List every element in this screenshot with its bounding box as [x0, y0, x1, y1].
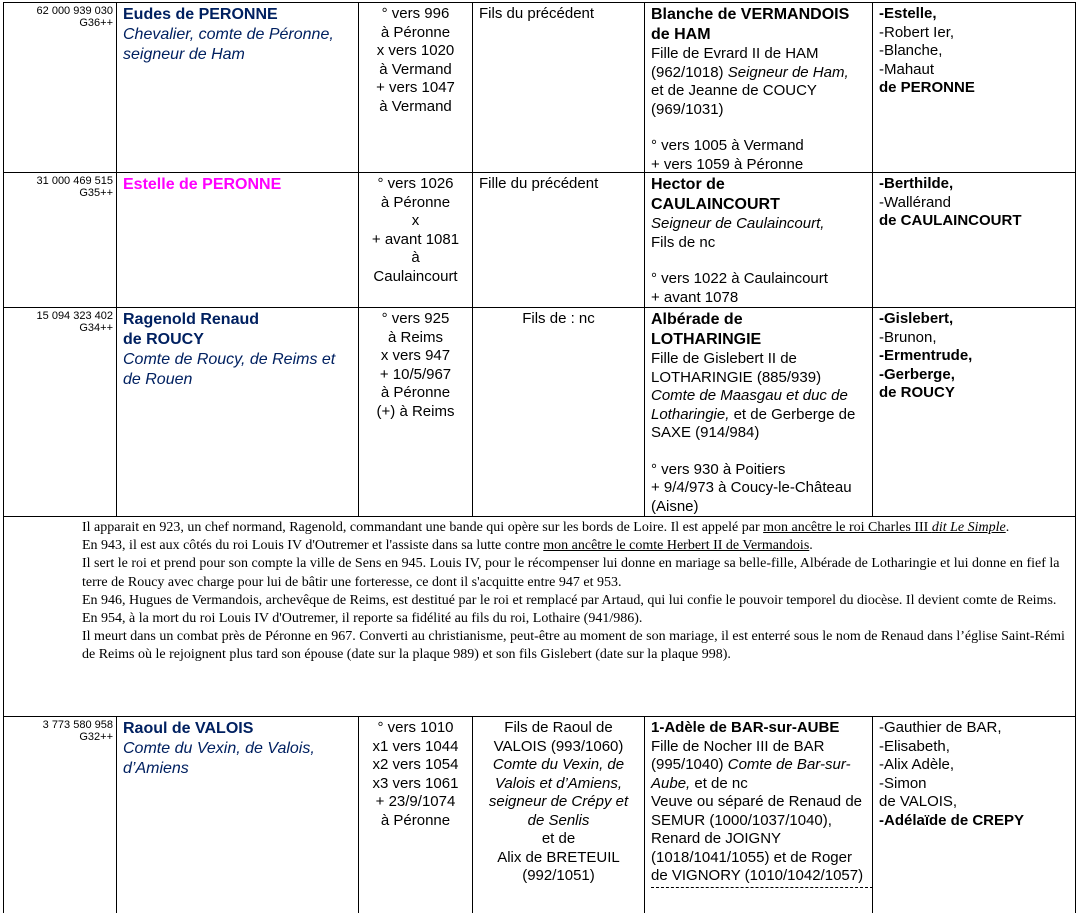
- person-cell: [117, 173, 359, 307]
- children-cell: [873, 308, 1076, 516]
- child-family: de CAULAINCOURT: [879, 212, 1022, 229]
- table-row: [3, 308, 1076, 516]
- parent-text: et de: [541, 830, 576, 847]
- sosa-cell: [3, 717, 117, 913]
- biography-note: [3, 517, 1076, 716]
- child-item: -Mahaut: [879, 60, 935, 78]
- child-item: -Gislebert,: [879, 310, 954, 327]
- spouse-line: Fille de Nocher III de BAR (995/1040): [651, 737, 825, 773]
- person-name: Estelle de PERONNE: [123, 176, 282, 193]
- child-item: -Brunon,: [879, 328, 937, 346]
- person-title: Comte de Roucy, de Reims et de Rouen: [123, 351, 336, 388]
- spouse-event: + 9/4/973 à Coucy-le-Château: [651, 479, 852, 496]
- event-line: + avant 1081: [371, 230, 460, 248]
- spouse-title: Comte de Maasgau et duc de Lotharingie,: [651, 387, 848, 423]
- event-line: x: [411, 212, 420, 229]
- sosa-number: 3 773 580 958: [42, 719, 113, 731]
- table-row: [3, 173, 1076, 307]
- event-line: à Vermand: [379, 97, 452, 115]
- person-name: Raoul de VALOIS: [123, 720, 254, 737]
- sosa-cell: [3, 173, 117, 307]
- event-line: ° vers 1010: [377, 719, 454, 736]
- person-cell: [117, 308, 359, 516]
- person-cell: [117, 3, 359, 172]
- event-line: + vers 1047: [376, 79, 455, 96]
- spouse-name: Blanche de VERMANDOIS de HAM: [651, 6, 850, 43]
- event-line: + 23/9/1074: [375, 793, 456, 810]
- sosa-cell: [3, 3, 117, 172]
- sosa-cell: [3, 308, 117, 516]
- events-cell: [359, 717, 473, 913]
- spouse-line: (962/1018): [651, 63, 728, 81]
- event-line: à Vermand: [379, 60, 452, 78]
- children-cell: [873, 717, 1076, 913]
- spouse-cell: [645, 717, 873, 913]
- person-title: Chevalier, comte de Péronne, seigneur de Ham: [123, 26, 334, 63]
- event-line: x1 vers 1044: [372, 737, 459, 755]
- parent-cell: [473, 308, 645, 516]
- generation: G35++: [79, 187, 113, 199]
- events-cell: [359, 308, 473, 516]
- parent-text: Fils de Raoul de VALOIS (993/1060): [493, 719, 624, 755]
- child-item: -Gerberge,: [879, 365, 955, 383]
- child-item: de VALOIS,: [879, 793, 958, 810]
- parent-title: Comte du Vexin, de Valois et d’Amiens, seigneur de Crépy et de Senlis: [488, 756, 629, 829]
- child-family: de PERONNE: [879, 79, 975, 96]
- event-line: à Péronne: [380, 23, 451, 41]
- event-line: à Reims: [387, 328, 443, 346]
- spouse-event: + vers 1059 à Péronne: [651, 155, 804, 172]
- spouse-line: Veuve ou séparé de Renaud de SEMUR (1000/1037/1040), Renard de JOIGNY (1018/1041/1055) et de Roger de VIGNORY (1010/1042/1057): [651, 793, 864, 884]
- children-cell: [873, 173, 1076, 307]
- event-line: ° vers 996: [381, 5, 450, 22]
- spouse-cell: [645, 308, 873, 516]
- table-row: [3, 3, 1076, 172]
- event-line: à Péronne: [380, 811, 451, 829]
- person-title: Comte du Vexin, de Valois, d’Amiens: [123, 740, 315, 777]
- spouse-line: et de Jeanne de COUCY: [651, 82, 817, 99]
- event-line: ° vers 1026: [377, 175, 454, 192]
- parent-text: Fils de : nc: [522, 310, 595, 327]
- child-item: -Elisabeth,: [879, 737, 950, 755]
- spouse-line: Fille de Evrard II de HAM: [651, 45, 819, 62]
- note-paragraph: En 943, il est aux côtés du roi Louis IV d'Outremer et l'assiste dans sa lutte contre mon ancêtre le comte Herbert II de Vermandois.: [82, 538, 813, 554]
- spouse-cell: [645, 3, 873, 172]
- child-item: -Adélaïde de CREPY: [879, 811, 1025, 829]
- sosa-number: 31 000 469 515: [36, 175, 113, 187]
- generation: G36++: [79, 17, 113, 29]
- note-paragraph: Il sert le roi et prend pour son compte la ville de Sens en 945. Louis IV, pour le récompenser lui donne en mariage sa belle-fille, Albérade de Lotharingie et lui donne en fief la terre de Roucy avec charge pour lui de bâtir une forteresse, ce dont il s'acquitte entre 947 et 953.: [82, 556, 1060, 590]
- event-line: Caulaincourt: [373, 267, 458, 285]
- parent-text: Fille du précédent: [479, 175, 599, 192]
- table-row: [3, 717, 1076, 913]
- event-line: x3 vers 1061: [372, 774, 459, 792]
- children-cell: [873, 3, 1076, 172]
- event-line: à: [411, 249, 420, 266]
- spouse-line: LOTHARINGIE (885/939): [651, 368, 822, 386]
- event-line: ° vers 925: [381, 310, 450, 327]
- spouse-event: ° vers 930 à Poitiers: [651, 460, 786, 478]
- spouse-line: Fils de nc: [651, 233, 716, 251]
- parent-cell: [473, 173, 645, 307]
- events-cell: [359, 173, 473, 307]
- spouse-title: Seigneur de Ham,: [727, 63, 849, 81]
- parent-text: Fils du précédent: [479, 5, 595, 22]
- spouse-name: Albérade de LOTHARINGIE: [651, 311, 762, 348]
- events-cell: [359, 3, 473, 172]
- ancestor-link[interactable]: mon ancêtre le comte Herbert II de Vermandois: [543, 538, 810, 554]
- note-paragraph: Il meurt dans un combat près de Péronne en 967. Converti au christianisme, peut-être au moment de son mariage, il est enterré sous le nom de Renaud dans l’église Saint-Rémi de Reims où le rejoignent plus tard son épouse (date sur la plaque 989) et son fils Gislebert (date sur la plaque 998).: [82, 629, 1065, 663]
- note-paragraph: Il apparait en 923, un chef normand, Ragenold, commandant une bande qui opère sur les bords de Loire. Il est appelé par mon ancêtre le roi Charles III dit Le Simple.: [82, 520, 1010, 535]
- child-family: de ROUCY: [879, 384, 955, 401]
- spouse-name: 1-Adèle de BAR-sur-AUBE: [651, 719, 840, 736]
- child-item: -Alix Adèle,: [879, 756, 955, 773]
- sosa-number: 15 094 323 402: [36, 310, 113, 322]
- person-cell: [117, 717, 359, 913]
- spouse-line: et de nc: [690, 774, 748, 792]
- generation: G34++: [79, 322, 113, 334]
- spouse-line: et de Gerberge de SAXE (914/984): [651, 405, 856, 441]
- sosa-number: 62 000 939 030: [36, 5, 113, 17]
- child-item: -Estelle,: [879, 5, 937, 22]
- child-item: -Ermentrude,: [879, 347, 973, 364]
- child-item: -Berthilde,: [879, 175, 954, 192]
- child-item: -Robert Ier,: [879, 23, 955, 41]
- spouse-title: Comte de Bar-sur-Aube,: [651, 756, 851, 792]
- generation: G32++: [79, 731, 113, 743]
- parent-text: Alix de BRETEUIL (992/1051): [497, 848, 620, 884]
- person-name: Eudes de PERONNE: [123, 6, 278, 23]
- child-item: -Simon: [879, 774, 927, 792]
- child-item: -Wallérand: [879, 193, 951, 211]
- spouse-event: + avant 1078: [651, 288, 739, 306]
- spouse-event: (Aisne): [651, 497, 699, 515]
- spouse-name: Hector de CAULAINCOURT: [651, 176, 780, 213]
- event-line: + 10/5/967: [379, 365, 452, 383]
- child-item: -Gauthier de BAR,: [879, 719, 1002, 736]
- spouse-cell: [645, 173, 873, 307]
- event-line: à Péronne: [380, 193, 451, 211]
- cell-divider: [651, 887, 873, 888]
- spouse-title: Seigneur de Caulaincourt,: [651, 215, 825, 232]
- spouse-line: (969/1031): [651, 100, 724, 118]
- event-line: x vers 947: [380, 347, 451, 364]
- ancestor-link[interactable]: mon ancêtre le roi Charles III dit Le Simple: [763, 520, 1006, 535]
- spouse-event: ° vers 1022 à Caulaincourt: [651, 270, 828, 287]
- spouse-event: ° vers 1005 à Vermand: [651, 137, 804, 154]
- spouse-line: Fille de Gislebert II de: [651, 350, 797, 367]
- event-line: x2 vers 1054: [372, 756, 459, 773]
- event-line: x vers 1020: [376, 42, 455, 59]
- event-line: (+) à Reims: [376, 402, 455, 420]
- person-name: de ROUCY: [123, 331, 204, 348]
- parent-cell: [473, 3, 645, 172]
- parent-cell: [473, 717, 645, 913]
- event-line: à Péronne: [380, 384, 451, 401]
- child-item: -Blanche,: [879, 42, 943, 59]
- person-name: Ragenold Renaud: [123, 311, 260, 328]
- note-paragraph: En 946, Hugues de Vermandois, archevêque de Reims, est destitué par le roi et remplacé par Artaud, qui lui confie le pouvoir temporel du diocèse. Il devient comte de Reims. En 954, à la mort du roi Louis IV d'Outremer, il reporte sa fidélité au fils du roi, Lothaire (941/986).: [82, 592, 1057, 627]
